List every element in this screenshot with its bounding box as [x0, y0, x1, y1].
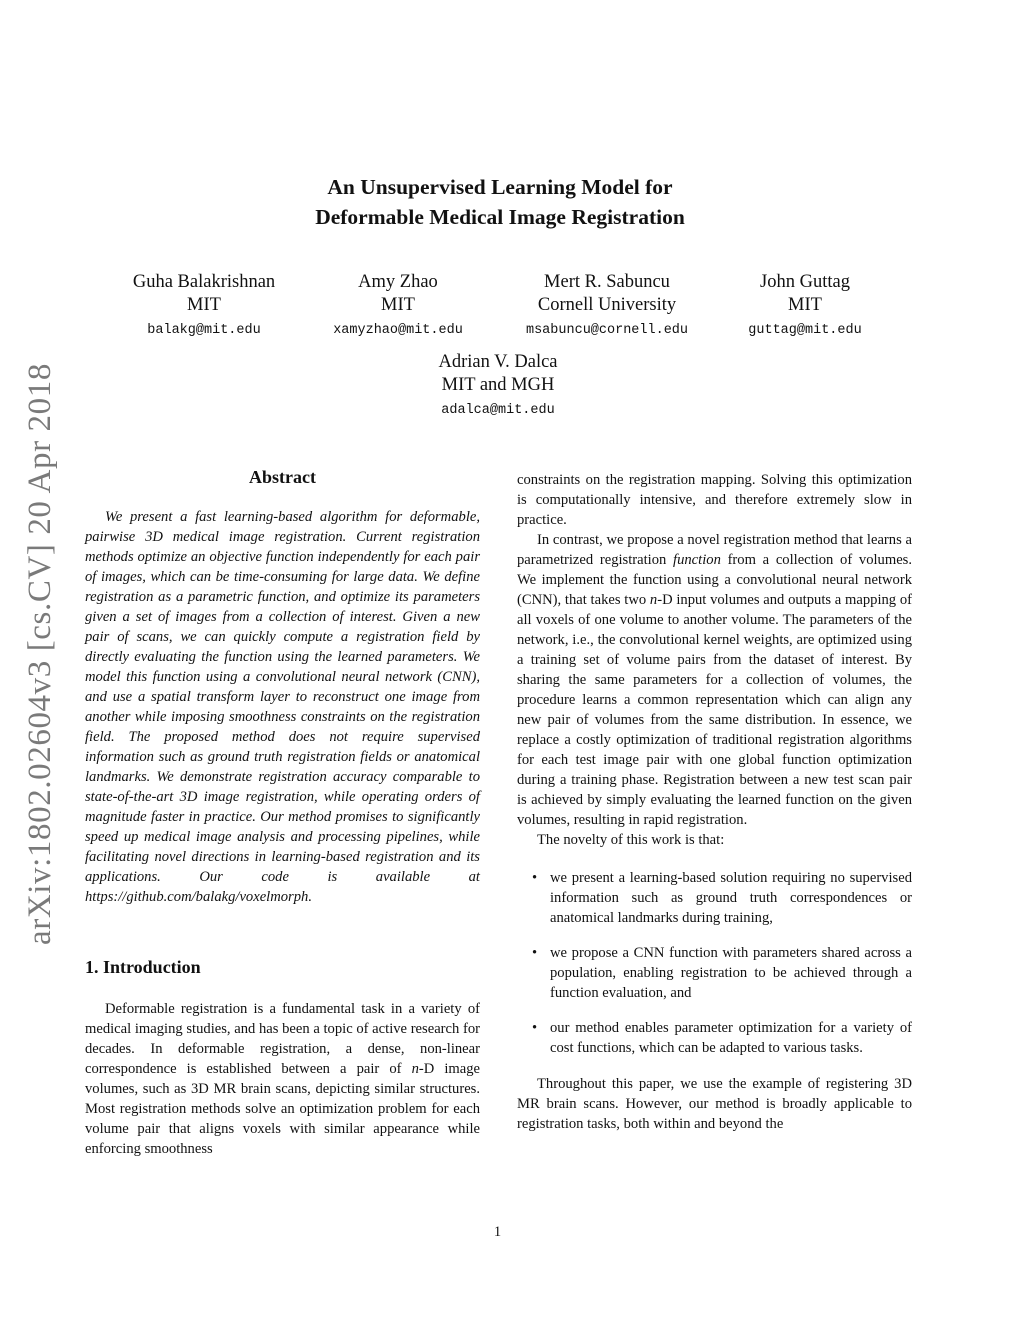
author-affiliation: MIT: [381, 295, 415, 315]
author-name: Adrian V. Dalca: [438, 352, 558, 372]
novelty-list: [517, 868, 912, 1058]
math-variable: n: [649, 592, 658, 608]
author-name: Mert R. Sabuncu: [544, 272, 670, 292]
author-affiliation: Cornell University: [537, 295, 677, 315]
text-span: Deformable registration is a fundamental task in a variety of medical imaging studies, and has been a topic of active research for decades. In deformable registration, a dense, non-linear correspondence is established between a pair of: [85, 1001, 480, 1077]
paper-title: [0, 172, 1000, 232]
novelty-intro: The novelty of this work is that:: [537, 832, 725, 848]
list-item: • our method enables parameter optimization for a variety of cost functions, which can be adapted to various tasks.: [550, 1018, 912, 1058]
author-block: [94, 271, 314, 341]
author-block: [388, 351, 608, 421]
text-span: -D image volumes, such as 3D MR brain scans, depicting similar structures. Most registration methods solve an optimization problem for each volume pair that aligns voxels with similar appearance while enforcing smoothness: [85, 1061, 480, 1157]
math-variable: n: [411, 1061, 419, 1077]
emphasis-text: function: [673, 552, 721, 568]
author-email: msabuncu@cornell.edu: [525, 323, 689, 338]
arxiv-identifier-text: arXiv:1802.02604v3 [cs.CV] 20 Apr 2018: [22, 363, 58, 945]
author-email: guttag@mit.edu: [748, 323, 862, 338]
author-block: [497, 271, 717, 341]
list-item: • we present a learning-based solution requiring no supervised information such as ground truth correspondences or anatomical landmarks during training,: [550, 868, 912, 928]
text-span: from a collection of volumes. We implement the function using a convolutional neural network (CNN), that takes two: [517, 552, 913, 608]
paper-title-line-2: Deformable Medical Image Registration: [315, 205, 685, 229]
left-column: [85, 465, 480, 1159]
contrast-paragraph: [517, 530, 912, 830]
paper-title-line-1: An Unsupervised Learning Model for: [327, 175, 673, 199]
continuation-paragraph: constraints on the registration mapping. Solving this optimization is computationally intensive, and therefore extremely slow in practice.: [517, 472, 912, 528]
introduction-paragraph: [85, 999, 480, 1159]
author-name: John Guttag: [760, 272, 850, 292]
closing-paragraph: Throughout this paper, we use the example of registering 3D MR brain scans. However, our method is broadly applicable to registration tasks, both within and beyond the: [517, 1076, 912, 1132]
text-span: -D input volumes and outputs a mapping of all voxels of one volume to another volume. The parameters of the network, i.e., the convolutional kernel weights, are optimized using a training set of volume pairs from the dataset of interest. By sharing the same parameters for a collection of volumes, the procedure learns a common representation which can align any new pair of volumes from the same distribution. In essence, we replace a costly optimization of traditional registration algorithms for each test image pair with one global function optimization during a training phase. Registration between a new test scan pair is achieved by simply evaluating the learned function on the given volumes, resulting in rapid registration.: [517, 592, 912, 828]
abstract-heading: Abstract: [249, 467, 316, 487]
arxiv-identifier: [0, 0, 58, 945]
list-item: • we propose a CNN function with parameters shared across a population, enabling registration to be achieved through a function evaluation, and: [550, 943, 912, 1003]
author-affiliation: MIT and MGH: [441, 375, 555, 395]
author-email: adalca@mit.edu: [441, 403, 555, 418]
author-email: balakg@mit.edu: [147, 323, 261, 338]
page-number: 1: [493, 1224, 502, 1240]
text-span: In contrast, we propose a novel registration method that learns a parametrized registration: [517, 532, 912, 568]
author-affiliation: MIT: [788, 295, 822, 315]
author-name: Amy Zhao: [358, 272, 438, 292]
author-block: [695, 271, 915, 341]
right-column: [517, 470, 912, 1134]
introduction-heading: 1. Introduction: [85, 957, 201, 977]
author-email: xamyzhao@mit.edu: [333, 323, 463, 338]
author-affiliation: MIT: [187, 295, 221, 315]
author-name: Guha Balakrishnan: [132, 272, 276, 292]
author-block: [288, 271, 508, 341]
abstract-text: We present a fast learning-based algorithm for deformable, pairwise 3D medical image registration. Current registration methods optimize an objective function independently for each pair of images, which can be time-consuming for large data. We define registration as a parametric function, and optimize its parameters given a set of images from a collection of interest. Given a new pair of scans, we can quickly compute a registration field by directly evaluating the function using the learned parameters. We model this function using a convolutional neural network (CNN), and use a spatial transform layer to reconstruct one image from another while imposing smoothness constraints on the registration field. The proposed method does not require supervised information such as ground truth registration fields or anatomical landmarks. We demonstrate registration accuracy comparable to state-of-the-art 3D image registration, while operating orders of magnitude faster in practice. Our method promises to significantly speed up medical image analysis and processing pipelines, while facilitating novel directions in learning-based registration and its applications. Our code is available at https://github.com/balakg/voxelmorph.: [85, 509, 480, 905]
